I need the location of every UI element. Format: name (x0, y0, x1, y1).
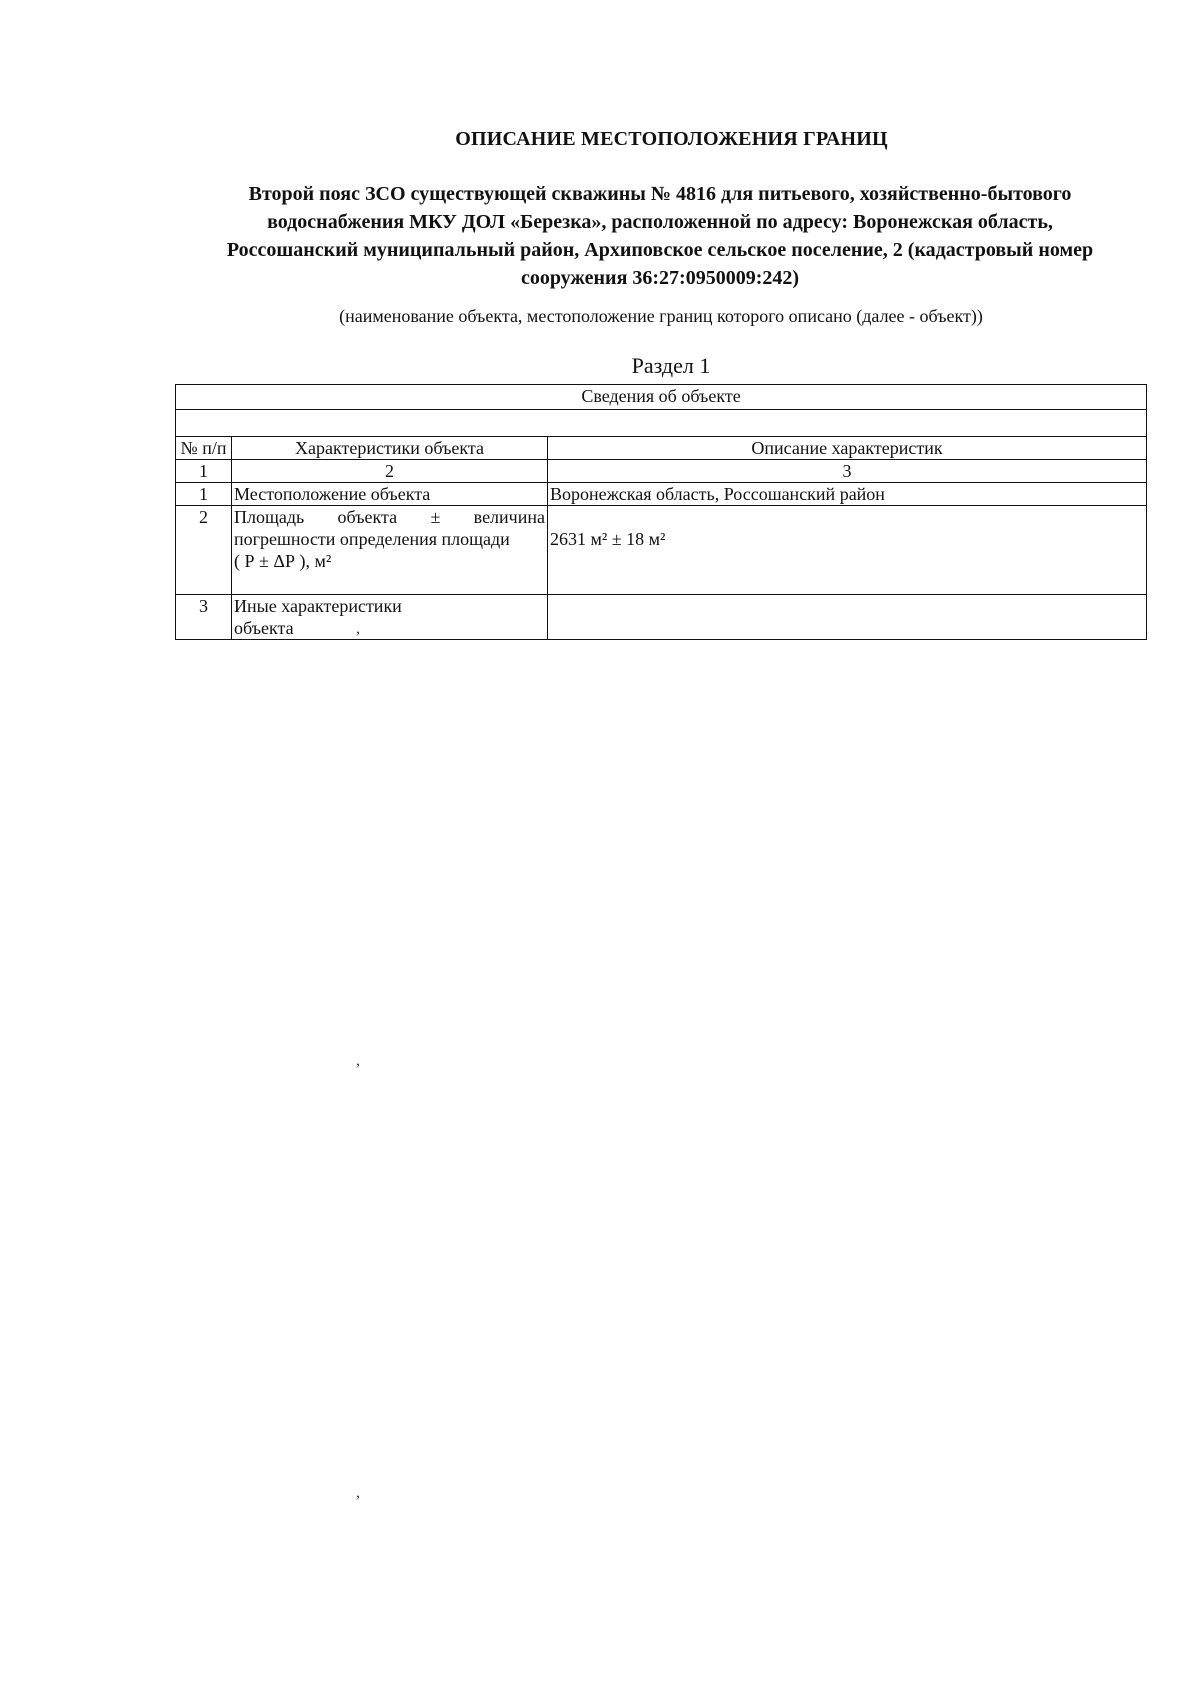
table-caption: Сведения об объекте (176, 385, 1147, 410)
document-title: ОПИСАНИЕ МЕСТОПОЛОЖЕНИЯ ГРАНИЦ (455, 128, 888, 150)
table-row (176, 483, 1147, 506)
row-characteristic (232, 506, 548, 595)
header-number: № п/п (176, 437, 232, 460)
object-hint: (наименование объекта, местоположение границ которого описано (далее - объект)) (339, 306, 983, 326)
row-number: 1 (176, 483, 232, 506)
table-header-row (176, 437, 1147, 460)
row-description (548, 595, 1147, 640)
characteristic-word: объекта (337, 507, 398, 527)
table-row (176, 506, 1147, 595)
characteristic-word: величина (473, 507, 545, 527)
header-characteristic: Характеристики объекта (232, 437, 548, 460)
characteristic-justified-line (234, 506, 545, 528)
table-blank-cell (176, 410, 1147, 437)
row-description: Воронежская область, Россошанский район (548, 483, 1147, 506)
object-description-line: Россошанский муниципальный район, Архиповское сельское поселение, 2 (кадастровый номер (226, 239, 1094, 261)
characteristic-word: ± (430, 507, 441, 527)
table-blank-row (176, 410, 1147, 437)
characteristic-line: объекта (234, 618, 294, 638)
column-number: 1 (176, 460, 232, 483)
object-info-table (175, 384, 1147, 640)
object-description-line: водоснабжения МКУ ДОЛ «Березка», расположенной по адресу: Воронежская область, (267, 211, 1053, 233)
table-row (176, 595, 1147, 640)
characteristic-line: погрешности определения площади (234, 529, 510, 549)
scan-mark: , (356, 1052, 360, 1069)
scan-mark: , (356, 1484, 360, 1501)
characteristic-line: ( Р ± ΔР ), м² (234, 551, 332, 571)
row-number: 2 (176, 506, 232, 595)
column-number: 2 (232, 460, 548, 483)
row-characteristic (232, 595, 548, 640)
row-description: 2631 м² ± 18 м² (548, 506, 1147, 595)
object-description (170, 180, 1150, 292)
row-number: 3 (176, 595, 232, 640)
header-description: Описание характеристик (548, 437, 1147, 460)
section-title: Раздел 1 (631, 353, 711, 378)
column-number: 3 (548, 460, 1147, 483)
scan-mark: , (356, 620, 360, 637)
characteristic-word: Площадь (234, 507, 305, 527)
object-description-line: Второй пояс ЗСО существующей скважины № 4816 для питьевого, хозяйственно-бытового (248, 183, 1072, 205)
table-column-numbers-row (176, 460, 1147, 483)
characteristic-line: Иные характеристики (234, 596, 402, 616)
row-characteristic: Местоположение объекта (232, 483, 548, 506)
table-caption-row (176, 385, 1147, 410)
object-description-line: сооружения 36:27:0950009:242) (520, 267, 800, 289)
